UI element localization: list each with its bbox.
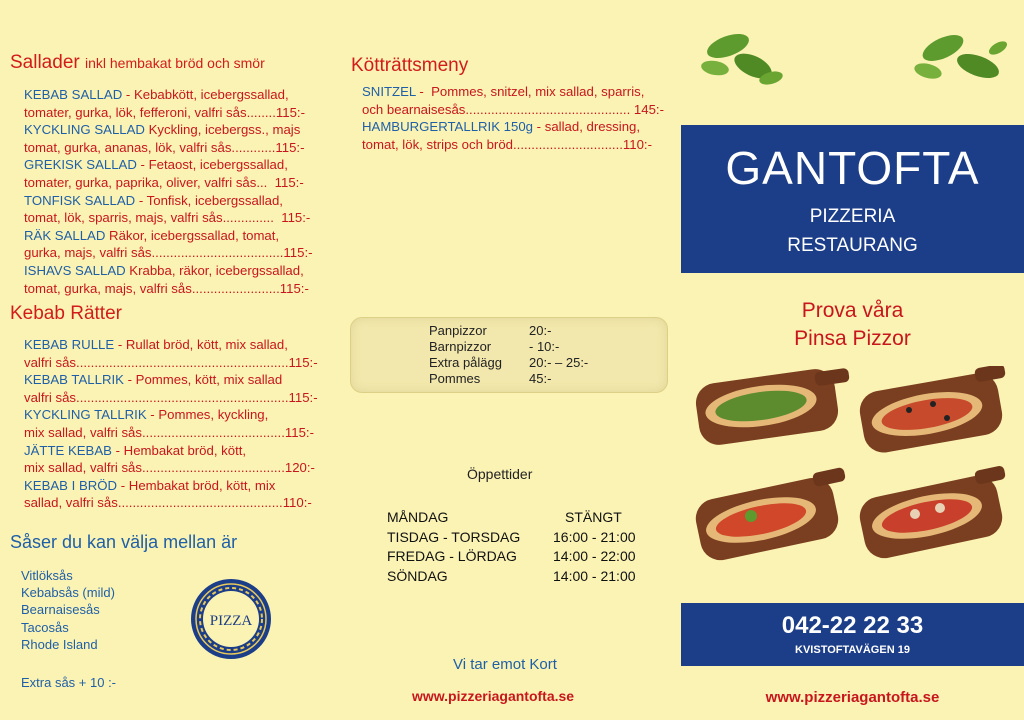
menu-item-price-line: tomater, gurka, paprika, oliver, valfri sås... 115:- (24, 174, 304, 190)
sauces-list (21, 567, 115, 653)
left-panel (0, 0, 340, 720)
menu-item-price-line: mix sallad, valfri sås.......................................120:- (24, 460, 315, 476)
menu-item (24, 262, 313, 280)
sauces-heading: Såser du kan välja mellan är (10, 532, 238, 552)
menu-item-name: SNITZEL (362, 84, 416, 99)
menu-item-name: JÄTTE KEBAB (24, 442, 112, 458)
sauce-item: Rhode Island (21, 636, 98, 652)
menu-item-name: KEBAB TALLRIK (24, 372, 124, 388)
sauce-item: Tacosås (21, 619, 69, 635)
menu-item-price-line: tomat, lök, strips och bröd..............................110:- (362, 136, 652, 152)
menu-item-price-line: tomater, gurka, lök, fefferoni, valfri sås........115:- (24, 104, 305, 120)
menu-item-price-line: sallad, valfri sås.............................................110:- (24, 495, 312, 511)
menu-item-name: KYCKLING SALLAD (24, 122, 145, 138)
menu-item-name: KEBAB RULLE (24, 337, 115, 352)
menu-item-description: - Fetaost, icebergssallad, (136, 157, 288, 173)
extras-row: Extra pålägg 20:- – 25:- (429, 355, 589, 370)
menu-item-description: - Pommes, kyckling, (146, 407, 269, 423)
menu-item-description: - sallad, dressing, (533, 119, 641, 135)
menu-item-description: - Tonfisk, icebergssallad, (135, 192, 283, 208)
restaurant-name: GANTOFTA (725, 142, 980, 194)
menu-item (24, 406, 318, 424)
menu-item-name: RÄK SALLAD (24, 227, 106, 243)
menu-item-name: HAMBURGERTALLRIK 150g (362, 119, 534, 135)
meat-list (362, 83, 664, 153)
pizza-badge-text: PIZZA (209, 613, 253, 629)
menu-item-price-line: och bearnaisesås............................................. 145:- (362, 101, 664, 117)
menu-item (24, 227, 313, 245)
menu-item-description: - Pommes, snitzel, mix sallad, sparris, (415, 84, 645, 99)
menu-item-description: Krabba, räkor, icebergssallad, (125, 262, 304, 278)
brand-header (681, 125, 1024, 273)
menu-item-description: - Rullat bröd, kött, mix sallad, (114, 337, 288, 352)
menu-item (24, 371, 318, 389)
pizza-badge-logo (190, 578, 272, 660)
street-address: KVISTOFTAVÄGEN 19 (795, 644, 910, 656)
card-payment-note: Vi tar emot Kort (453, 656, 557, 673)
pinsa-promo: Prova våra Pinsa Pizzor (794, 299, 911, 350)
menu-item (24, 192, 313, 210)
pizza-board-icon (857, 366, 1006, 456)
menu-item-price-line: gurka, majs, valfri sås....................................115:- (24, 245, 313, 261)
menu-item-description: - Kebabkött, icebergssallad, (122, 87, 289, 102)
extras-row: Barnpizzor - 10:- (429, 339, 560, 354)
sauce-item: Bearnaisesås (21, 602, 100, 618)
menu-item (362, 118, 664, 136)
middle-panel: Kötträttsmeny SNITZEL - Pommes, snitzel, mix sallad, sparris, och bearnaisesås............................................. 145:- HAMBURGERTALLRIK 150g - sallad, dressing, tomat, lök, strips och bröd..............................110:- Panpizzor 20:- Barnpizzor - 10:- Extra pålägg 20:- – 25:- Pommes 45:- Öppettider MÅNDAG STÄNGT TISDAG - TORSDAG 16:00 - 21:00 FREDAG - LÖRDAG 14:00 - 22:00 SÖNDAG 14:00 - 21:00 Vi tar emot Kort www.pizzeriagantofta.se (340, 0, 681, 720)
menu-item-name: KEBAB SALLAD (24, 87, 123, 102)
menu-item (362, 83, 664, 101)
website-link[interactable]: www.pizzeriagantofta.se (765, 689, 940, 706)
sauce-item: Kebabsås (mild) (21, 585, 115, 601)
menu-item-description: - Pommes, kött, mix sallad (123, 372, 283, 388)
salads-list (24, 86, 313, 297)
menu-item (24, 86, 313, 104)
menu-item-price-line: mix sallad, valfri sås.......................................115:- (24, 424, 314, 440)
menu-item-name: KEBAB I BRÖD (24, 477, 118, 493)
menu-item-description: Kyckling, icebergss., majs (144, 122, 301, 138)
menu-item-name: KYCKLING TALLRIK (24, 407, 147, 423)
menu-item (24, 156, 313, 174)
pinsa-pizza-photos (695, 366, 1011, 570)
basil-leaves-icon (903, 26, 1013, 96)
menu-item (24, 477, 318, 495)
extras-row: Panpizzor 20:- (429, 323, 552, 338)
basil-leaves-icon (693, 26, 793, 96)
contact-box (681, 603, 1024, 666)
menu-item-description: - Hembakat bröd, kött, (111, 442, 247, 458)
menu-item-name: GREKISK SALLAD (24, 157, 137, 173)
sauce-item: Vitlöksås (21, 568, 73, 583)
kebab-heading: Kebab Rätter (10, 303, 122, 324)
brand-subtitle-pizzeria: PIZZERIA (809, 206, 896, 227)
menu-item (24, 121, 313, 139)
pizza-board-icon (695, 367, 850, 448)
extra-sauce-note: Extra sås + 10 :- (21, 675, 117, 690)
website-link[interactable]: www.pizzeriagantofta.se (412, 688, 575, 704)
menu-item-price-line: tomat, gurka, majs, valfri sås........................115:- (24, 280, 309, 296)
kebab-list (24, 336, 318, 512)
menu-item-description: - Hembakat bröd, kött, mix (117, 477, 276, 493)
menu-item (24, 336, 318, 354)
pizza-board-icon (856, 465, 1006, 562)
opening-hours-title: Öppettider (467, 466, 533, 482)
menu-item-price-line: tomat, lök, sparris, majs, valfri sås.............. 115:- (24, 210, 311, 226)
menu-item-price-line: valfri sås..........................................................115:- (24, 389, 318, 405)
brand-subtitle-restaurang: RESTAURANG (787, 235, 918, 256)
phone-number[interactable]: 042-22 22 33 (781, 612, 924, 639)
menu-item-price-line: tomat, gurka, ananas, lök, valfri sås............115:- (24, 139, 305, 155)
salads-heading: Sallader inkl hembakat bröd och smör (10, 52, 265, 73)
menu-item-name: ISHAVS SALLAD (24, 262, 126, 278)
extras-row: Pommes 45:- (429, 371, 552, 386)
pizza-board-icon (695, 467, 846, 564)
meat-heading: Kötträttsmeny (351, 55, 469, 76)
menu-item-name: TONFISK SALLAD (24, 192, 136, 208)
menu-item-description: Räkor, icebergssallad, tomat, (105, 227, 280, 243)
menu-item (24, 442, 318, 460)
extras-price-box (350, 317, 668, 393)
right-panel (681, 0, 1024, 720)
menu-item-price-line: valfri sås..........................................................115:- (24, 354, 318, 370)
